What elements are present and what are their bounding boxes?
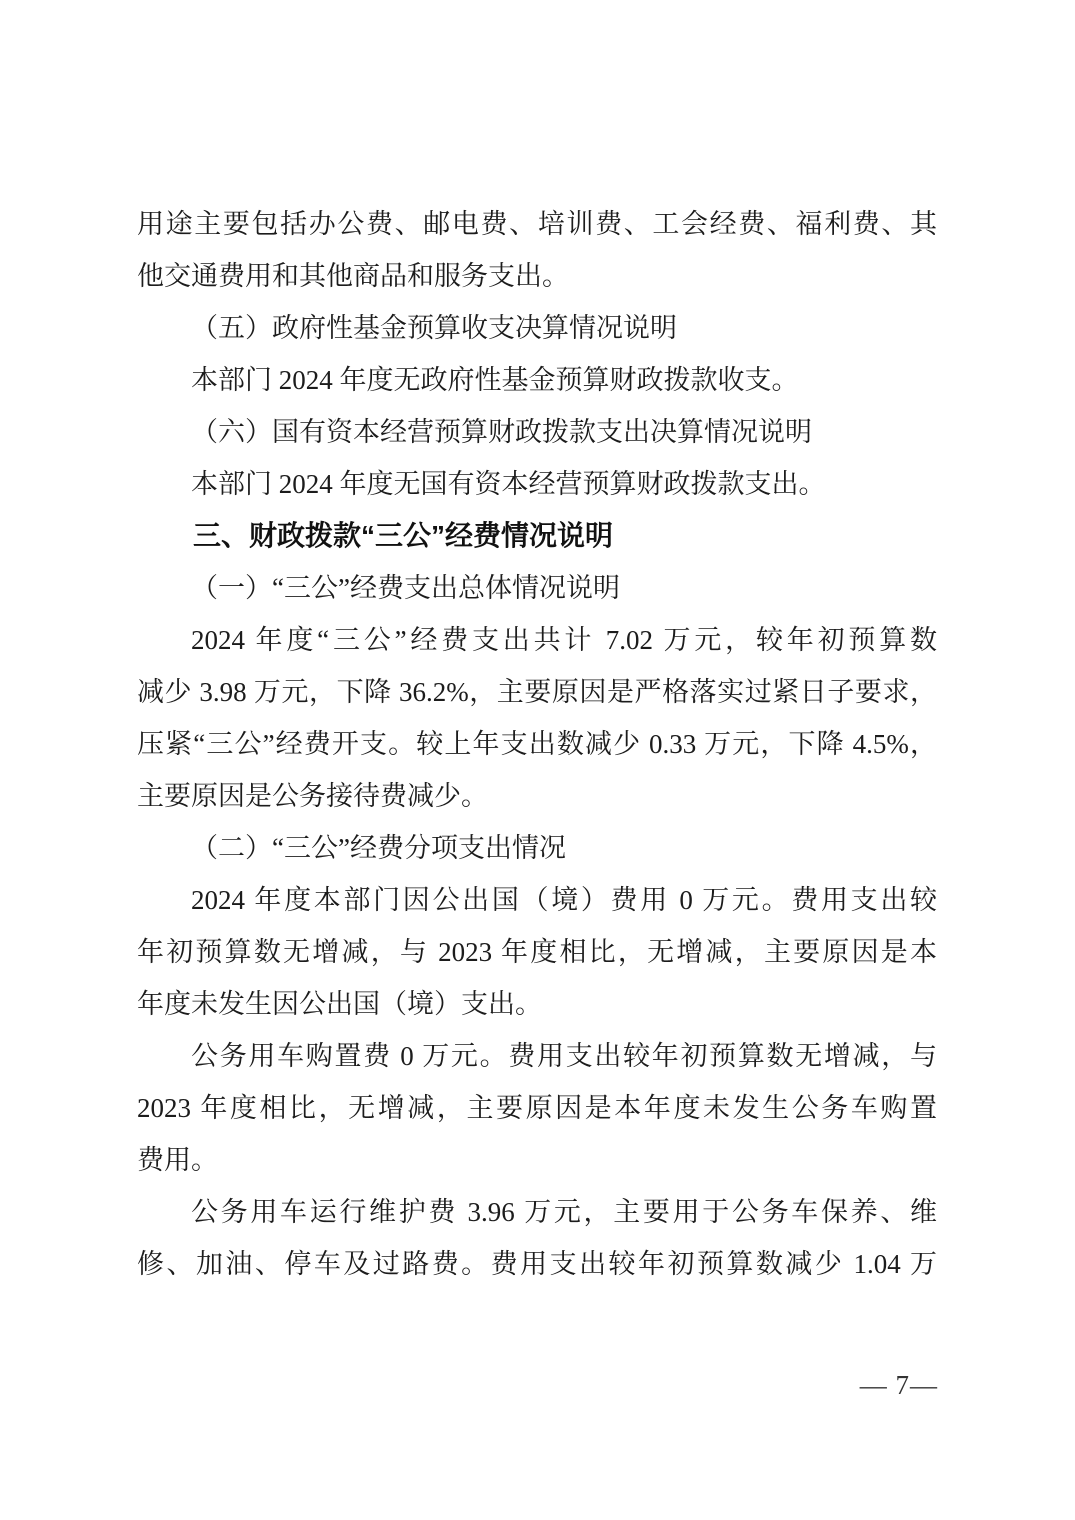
text-line: 2023 年度相比，无增减，主要原因是本年度未发生公务车购置 — [137, 1093, 937, 1123]
text-line: 本部门 2024 年度无国有资本经营预算财政拨款支出。 — [191, 469, 826, 499]
text-line: 修、加油、停车及过路费。费用支出较年初预算数减少 1.04 万 — [137, 1249, 937, 1279]
text-line: 他交通费用和其他商品和服务支出。 — [137, 261, 569, 291]
section-heading-three-public-expenses: 三、财政拨款“三公”经费情况说明 — [193, 520, 614, 551]
text-line: 公务用车运行维护费 3.96 万元，主要用于公务车保养、维 — [191, 1197, 937, 1227]
page-number: — 7— — [859, 1370, 938, 1400]
text-line: 2024 年度“三公”经费支出共计 7.02 万元，较年初预算数 — [191, 625, 937, 655]
text-line: 年初预算数无增减，与 2023 年度相比，无增减，主要原因是本 — [137, 937, 937, 967]
text-line: 压紧“三公”经费开支。较上年支出数减少 0.33 万元，下降 4.5%， — [137, 729, 937, 759]
text-line: 本部门 2024 年度无政府性基金预算财政拨款收支。 — [191, 365, 799, 395]
document-body — [137, 198, 937, 1290]
subsection-heading-6: （六）国有资本经营预算财政拨款支出决算情况说明 — [191, 417, 812, 447]
text-line: 年度未发生因公出国（境）支出。 — [137, 989, 542, 1019]
text-line: 2024 年度本部门因公出国（境）费用 0 万元。费用支出较 — [191, 885, 937, 915]
text-line: 减少 3.98 万元，下降 36.2%，主要原因是严格落实过紧日子要求， — [137, 677, 937, 707]
text-line: 费用。 — [137, 1145, 218, 1175]
text-line: 主要原因是公务接待费减少。 — [137, 781, 488, 811]
text-line: 用途主要包括办公费、邮电费、培训费、工会经费、福利费、其 — [137, 209, 937, 239]
text-line: 公务用车购置费 0 万元。费用支出较年初预算数无增减，与 — [191, 1041, 937, 1071]
subsection-heading-2: （二）“三公”经费分项支出情况 — [191, 833, 566, 863]
subsection-heading-1: （一）“三公”经费支出总体情况说明 — [191, 573, 620, 603]
subsection-heading-5: （五）政府性基金预算收支决算情况说明 — [191, 313, 677, 343]
